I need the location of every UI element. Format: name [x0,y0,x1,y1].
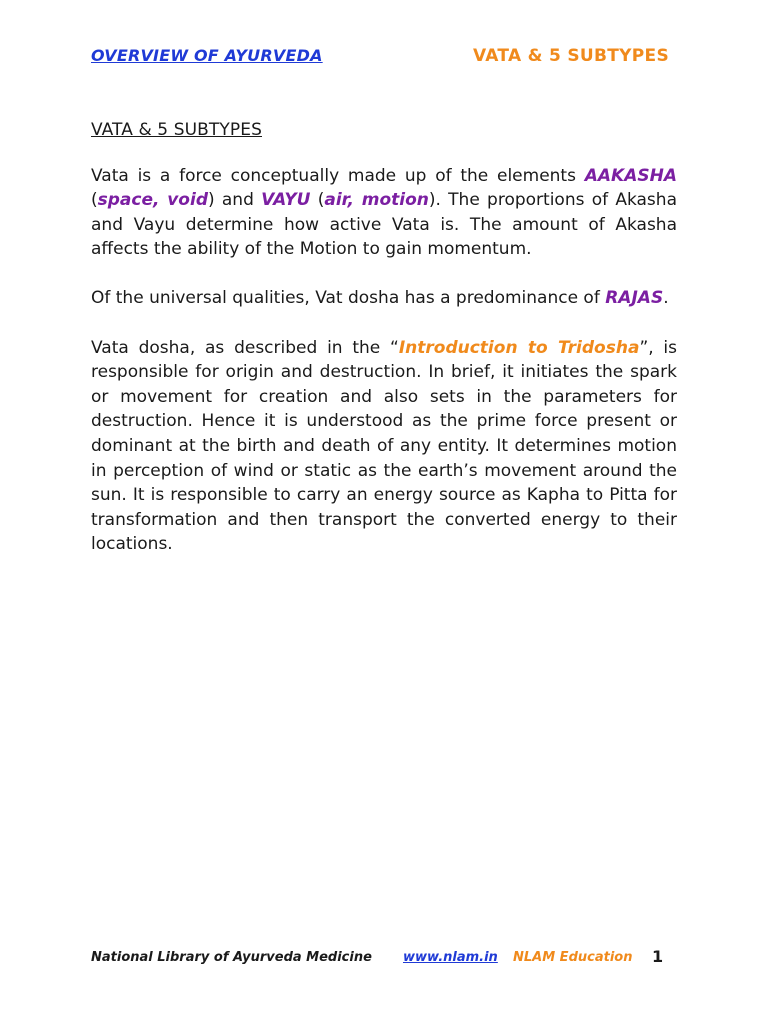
chapter-title: VATA & 5 SUBTYPES [472,46,669,66]
paragraph-vata-dosha [91,336,677,557]
page-header [91,46,677,72]
para1-text-2: ( [91,190,98,211]
term-aakasha: AAKASHA [584,165,677,186]
para3-text-2: ”, is responsible for origin and destruction. In brief, it initiates the spark or movement for creation and also sets in the parameters for destruction. Hence it is understood as the prime force present or dominant at the birth and death of any entity. It determines motion in perception of wind or static as the earth’s movement around the sun. It is responsible to carry an energy source as Kapha to Pitta for transformation and then transport the converted energy to their locations. [91,337,678,555]
document-body [91,118,677,581]
para2-text-2: . [663,288,669,309]
para1-text-3: ) and [208,190,262,211]
para1-text-4: ( [310,190,325,211]
page-footer [91,948,671,970]
paragraph-elements [91,164,677,262]
section-heading: VATA & 5 SUBTYPES [91,120,262,140]
term-vayu: VAYU [261,190,311,211]
term-air-motion: air, motion [324,190,429,211]
term-rajas: RAJAS [605,288,664,309]
para1-text-5: ). The proportions of Akasha and Vayu determine how active Vata is. The amount of Akasha affects the ability of the Motion to gain momentum. [91,190,677,260]
para3-text-1: Vata dosha, as described in the “ [91,337,399,358]
para2-text-1: Of the universal qualities, Vat dosha has a predominance of [91,288,606,309]
para1-text-1: Vata is a force conceptually made up of the elements [91,165,585,186]
page-number: 1 [652,947,664,966]
footer-library-name: National Library of Ayurveda Medicine [91,950,372,965]
footer-education-label: NLAM Education [513,950,633,965]
footer-website-link[interactable]: www.nlam.in [403,950,498,965]
overview-link[interactable]: OVERVIEW OF AYURVEDA [91,46,323,65]
term-space-void: space, void [97,190,208,211]
reference-tridosha: Introduction to Tridosha [398,337,640,358]
paragraph-qualities [91,286,677,311]
